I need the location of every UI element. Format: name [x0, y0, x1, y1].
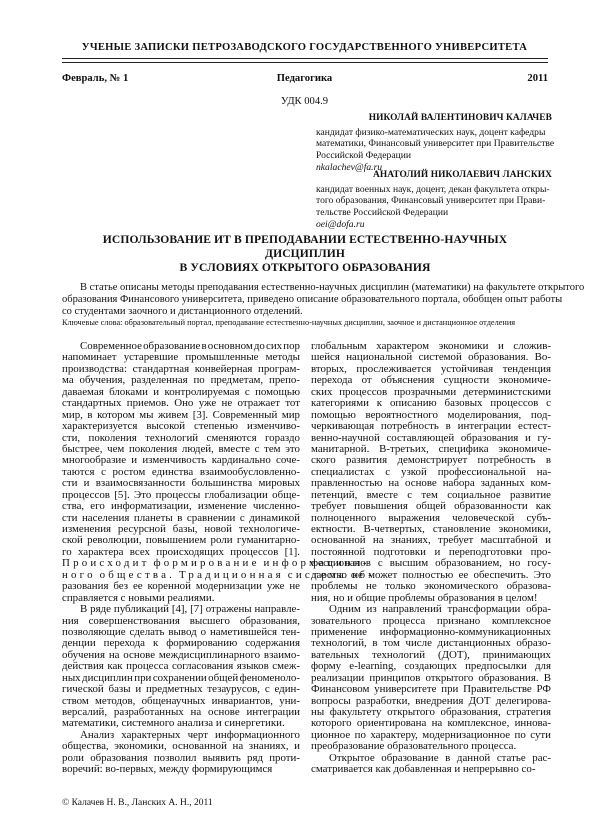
- body-text-line: мир, в котором мы живем [3]. Современный мир: [62, 408, 300, 421]
- copyright-footer: © Калачев Н. В., Ланских А. Н., 2011: [62, 798, 213, 808]
- body-text-line: специалистах с узкой профессиональной на-: [311, 465, 551, 478]
- body-text-line: даваемая блоками и контролируемая с помощью: [62, 385, 300, 398]
- title-line: ИСПОЛЬЗОВАНИЕ ИТ В ПРЕПОДАВАНИИ ЕСТЕСТВЕННО-НАУЧНЫХ ДИСЦИПЛИН: [102, 233, 508, 260]
- body-text-line: гической базы и предметных тезаурусов, с един-: [62, 683, 300, 696]
- keywords: Ключевые слова: образовательный портал, преподавание естественно-научных дисциплин, заочное и дистанционное отделения: [62, 318, 516, 327]
- body-text-line: ских процессов прозрачными детерминистскими: [311, 385, 551, 398]
- author-block: [316, 170, 552, 231]
- body-text-line: ного общества. Традиционная система об-: [62, 568, 376, 581]
- body-text-line: вательных технологий (ДОТ), принимающих: [311, 648, 551, 661]
- body-text-line: ны факультету открытого образования, стратегия: [311, 706, 551, 718]
- body-text-line: фессионалов с высшим образованием, но госу-: [311, 557, 551, 570]
- body-text-line: разования без ее коренной модернизации уже не: [62, 580, 300, 593]
- body-text-line: процессов [5]. Это процессы глобализации обще-: [62, 488, 300, 501]
- body-text-line: венно-научной составляющей образования и гу-: [311, 431, 551, 444]
- body-text-line: которого ориентирована на комплексное, иннова-: [311, 717, 551, 730]
- abstract-line: со студентами заочного и дистанционного отделений.: [62, 305, 303, 317]
- body-text-line: требует повышения общей образованности как: [311, 500, 551, 513]
- title-line: В УСЛОВИЯХ ОТКРЫТОГО ОБРАЗОВАНИЯ: [179, 261, 431, 274]
- author-email: oei@dofa.ru: [316, 218, 365, 230]
- body-text-line: основанной на знаниях, требует масштабной и: [311, 534, 551, 547]
- abstract: [62, 282, 585, 317]
- body-text-line: ния совершенствования высшего образования,: [62, 614, 300, 627]
- body-text-line: ционное по характеру, модернизационное по сути: [311, 728, 551, 741]
- body-text-line: правленностью на основе набора заданных ком-: [311, 477, 551, 490]
- body-text-line: напоминает устаревшие промышленные методы: [62, 351, 300, 364]
- issue-label: Февраль, № 1: [62, 73, 129, 84]
- section-label: Педагогика: [276, 73, 333, 84]
- body-text-line: денции перехода к формированию содержания: [62, 637, 300, 650]
- body-text-line: помощью вероятностного моделирования, под-: [311, 408, 551, 421]
- body-text-line: вопросы разработки, внедрения ДОТ делегирова-: [311, 694, 551, 707]
- body-text-line: Открытое образование в данной статье рас-: [329, 751, 551, 764]
- body-text-line: действия как процесса согласования языков смеж-: [62, 660, 300, 673]
- author-name: НИКОЛАЙ ВАЛЕНТИНОВИЧ КАЛАЧЕВ: [368, 113, 552, 123]
- body-column-right: [311, 341, 551, 776]
- header-rule-top: [62, 58, 548, 59]
- author-email: nkalachev@fa.ru: [316, 161, 383, 173]
- body-text-line: изменения ресурсной базы, новой технологиче-: [62, 523, 300, 535]
- abstract-line: В статье описаны методы преподавания естественно-научных дисциплин (математики) на факультете открытого: [80, 282, 585, 293]
- body-text-line: математики, системного анализа и синергетики.: [62, 717, 285, 730]
- body-text-line: технологий, в том числе дистанционных образо-: [311, 637, 551, 650]
- body-text-line: сти населения планеты в сравнении с динамикой: [62, 511, 300, 524]
- journal-title: УЧЕНЫЕ ЗАПИСКИ ПЕТРОЗАВОДСКОГО ГОСУДАРСТВЕННОГО УНИВЕРСИТЕТА: [81, 42, 528, 53]
- body-text-line: дарство не может полностью ее обеспечить. Это: [311, 568, 551, 581]
- body-text-line: ством методов, общенаучных инвариантов, уни-: [62, 694, 300, 707]
- body-text-line: Современное образование в основном до сих пор: [80, 340, 300, 352]
- body-text-line: проблемы не только экономического образова-: [311, 580, 551, 593]
- author-affiliation-line: математики, Финансовый университет при Правительстве: [316, 138, 555, 150]
- body-text-line: го характера всех происходящих процессов [1].: [62, 545, 300, 558]
- body-text-line: ства, его информатизации, изменение численно-: [62, 500, 300, 513]
- body-text-line: ской революции, повышением роли гуманитарно-: [62, 534, 300, 547]
- body-text-line: ных дисциплин при сохранении общей феноменоло-: [62, 671, 300, 684]
- body-text-line: роли образования позволил выявить ряд проти-: [62, 751, 300, 764]
- author-affiliation-line: того образования, Финансовый университет при Прави-: [316, 195, 546, 207]
- body-text-line: стандартных приемов. Оно уже не отражает тот: [62, 397, 300, 410]
- body-text-line: Анализ характерных черт информационного: [80, 728, 300, 741]
- header-rule-bottom: [62, 62, 548, 63]
- author-block: [316, 113, 555, 174]
- body-text-line: манитарной. В-третьих, специфика экономиче-: [311, 442, 551, 455]
- article-title: [62, 233, 548, 275]
- body-text-line: зовательного процесса признано комплексное: [311, 614, 551, 627]
- body-text-line: многообразие и изменчивость кардинально соче-: [62, 454, 300, 467]
- body-text-line: сти и взаимосвязанности большинства мировых: [62, 477, 300, 490]
- body-text-line: применение информационно-коммуникационных: [311, 625, 551, 638]
- body-text-line: В ряде публикаций [4], [7] отражены направле-: [80, 603, 300, 616]
- body-text-line: шейся национальной системой образования. Во-: [311, 351, 551, 364]
- author-affiliation-line: кандидат военных наук, доцент, декан факультета откры-: [316, 183, 550, 195]
- body-text-line: производства: стандартная конвейерная програм-: [62, 362, 300, 375]
- body-text-line: версалий, разработанных на основе интеграции: [62, 706, 300, 718]
- body-text-line: позволяющие сделать вывод о наметившейся тен-: [62, 625, 300, 638]
- body-text-line: категориями к описанию базовых процессов с: [311, 397, 551, 410]
- body-text-line: постоянной подготовки и переподготовки про-: [311, 545, 551, 558]
- body-text-line: Финансовом университете при Правительстве РФ: [311, 683, 551, 696]
- body-text-line: характеризуется высокой степенью изменчиво-: [62, 420, 300, 433]
- body-text-line: общества, экономики, основанной на знаниях, и: [62, 740, 300, 753]
- body-text-line: перехода от объяснения сущности экономиче-: [311, 374, 551, 387]
- body-text-line: глобальным характером экономики и сложив-: [311, 340, 551, 352]
- body-text-line: петенций, вместе с тем социальное развитие: [311, 488, 551, 501]
- body-text-line: реализации принципов открытого образования. В: [311, 671, 551, 684]
- body-text-line: вторых, прослеживается устойчивая тенденция: [311, 362, 551, 375]
- body-text-line: Происходит формирование информацион-: [62, 557, 370, 570]
- body-column-left: [62, 340, 376, 776]
- body-text-line: ма обучения, разделенная по предметам, препо-: [62, 374, 300, 387]
- body-text-line: сматривается как добавленная и непрерывно со-: [311, 763, 536, 776]
- year-label: 2011: [527, 73, 548, 84]
- body-text-line: форму e-learning, создающих предпосылки для: [311, 660, 551, 673]
- body-text-line: ского развития демонстрирует потребность в: [311, 454, 551, 467]
- body-text-line: воречий: во-первых, между формирующимся: [62, 763, 273, 776]
- author-affiliation-line: кандидат физико-математических наук, доцент кафедры: [316, 126, 546, 138]
- body-text-line: полноценного выражения человеческой субъ-: [311, 511, 551, 524]
- body-text-line: таются с ростом единства взаимообусловленно-: [62, 465, 300, 478]
- body-text-line: справляется с новыми реалиями.: [62, 591, 215, 604]
- body-text-line: обучения на основе междисциплинарного взаимо-: [62, 648, 300, 661]
- body-text-line: сти, поколения технологий сменяются гораздо: [62, 431, 300, 444]
- udk-code: УДК 004.9: [280, 96, 329, 107]
- body-text-line: Одним из направлений трансформации обра-: [329, 603, 551, 616]
- author-affiliation-line: тельстве Российской Федерации: [316, 207, 449, 219]
- body-text-line: ния, но и общие проблемы образования в целом!: [311, 591, 538, 604]
- author-affiliation-line: Российской Федерации: [316, 150, 411, 162]
- body-text-line: преобразование образовательного процесса.: [311, 740, 517, 753]
- abstract-line: образования Финансового университета, приведено описание образовательного портала, обобщен опыт работы: [62, 293, 563, 305]
- author-name: АНАТОЛИЙ НИКОЛАЕВИЧ ЛАНСКИХ: [372, 170, 552, 180]
- body-text-line: ектности. В-четвертых, становление экономики,: [311, 523, 551, 535]
- body-text-line: черкивающая потребность в интеграции естест-: [311, 420, 551, 433]
- body-text-line: быстрее, чем поколения людей, вместе с тем это: [62, 442, 300, 455]
